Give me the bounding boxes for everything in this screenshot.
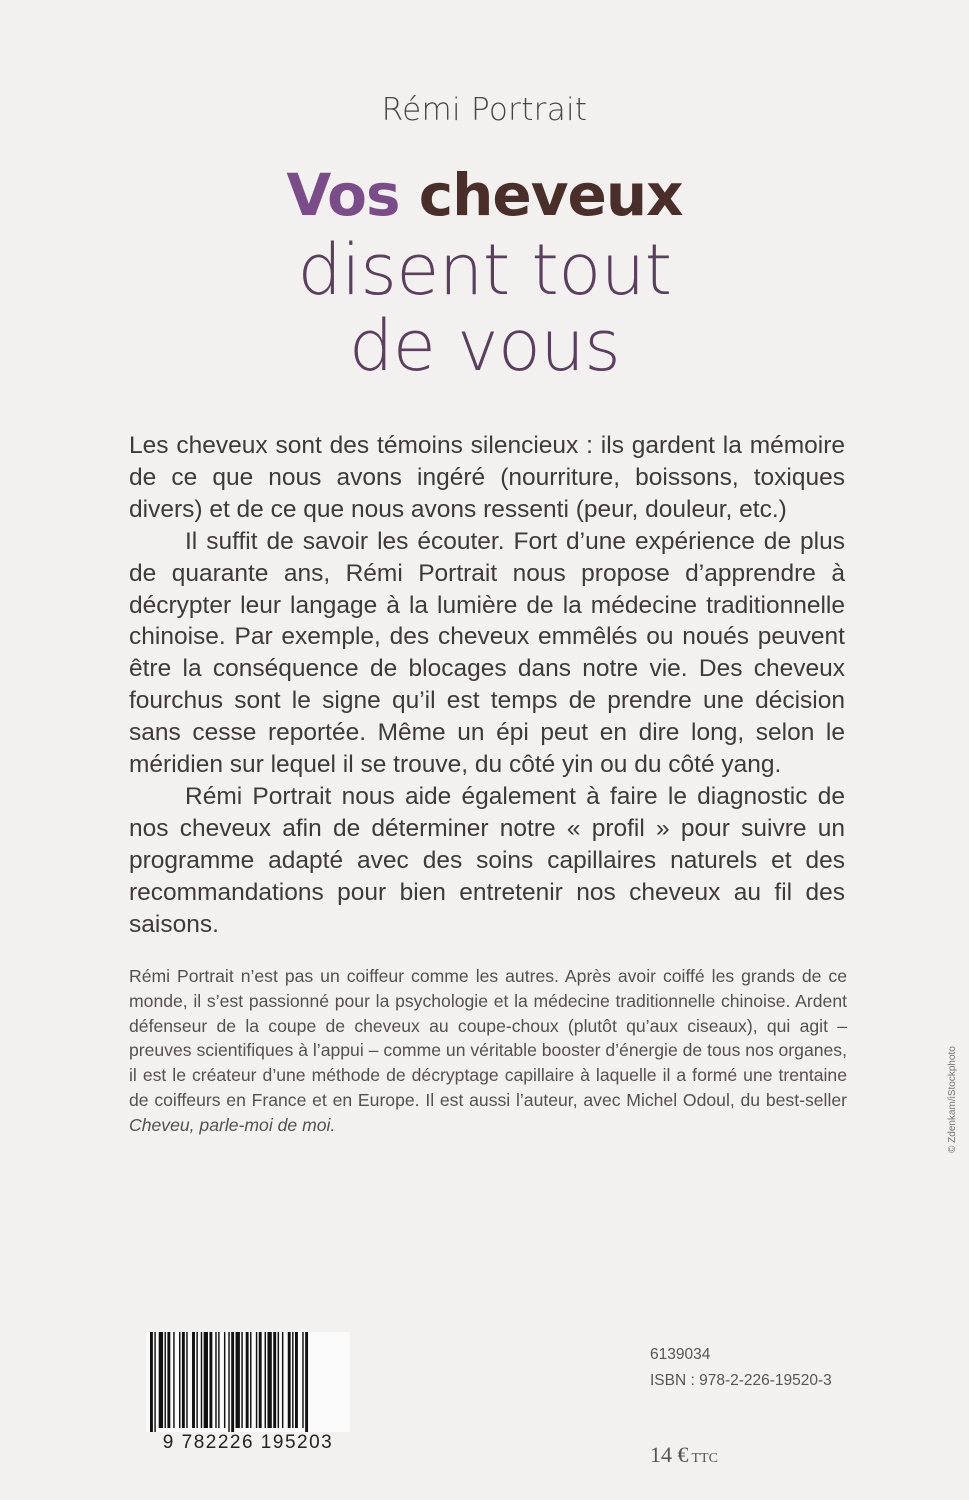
author-bio-text: Rémi Portrait n’est pas un coiffeur comme les autres. Après avoir coiffé les grands de ce monde, il s’est passionné pour la psychologie et la médecine traditionnelle chinoise. Ardent défenseur de la coupe de cheveux au coupe-choux (plutôt qu’aux ciseaux), qui agit – preuves scientifiques à l’appui – comme un véritable booster d’énergie de tous nos organes, il est le créateur d’une méthode de décryptage capillaire à laquelle il a formé une trentaine de coiffeurs en France et en Europe. Il est aussi l’auteur, avec Michel Odoul, du best-seller [129,966,847,1110]
barcode-bar [209,1332,212,1428]
barcode-bar [265,1332,266,1428]
title-line-2: disent tout [297,229,672,311]
title-word-cheveux: cheveux [418,161,683,229]
barcode-bar [154,1332,155,1432]
barcode-bar [196,1332,197,1428]
barcode-bar [278,1332,279,1428]
barcode-bar [165,1332,166,1428]
barcode-bar [236,1332,240,1428]
barcode [146,1332,350,1432]
author-bio [129,964,847,1138]
blurb [129,430,845,941]
barcode-bar [201,1332,202,1428]
barcode-bar [259,1332,262,1428]
title-line-1 [0,158,969,232]
publisher-info [650,1342,832,1394]
barcode-bar [231,1332,234,1432]
barcode-bars [146,1332,350,1432]
barcode-bar [292,1332,293,1428]
barcode-bar [150,1332,153,1432]
barcode-bar [186,1332,187,1428]
bestseller-title: Cheveu, parle-moi de moi. [129,1114,336,1135]
title-word-vos: Vos [286,161,400,229]
price-suffix: TTC [691,1451,718,1466]
barcode-bar [167,1332,170,1428]
barcode-bar [218,1332,219,1428]
barcode-bar [182,1332,185,1428]
blurb-paragraph-1: Les cheveux sont des témoins silencieux : ils gardent la mémoire de ce que nous avons ingéré (nourriture, boissons, toxiques divers) et de ce que nous avons ressenti (peur, douleur, etc.) [129,432,845,523]
barcode-bar [215,1332,216,1428]
barcode-bar [241,1332,242,1428]
barcode-bar [273,1332,276,1428]
product-code: 6139034 [650,1346,711,1363]
isbn: ISBN : 978-2-226-19520-3 [650,1372,832,1389]
barcode-bar [159,1332,163,1428]
barcode-bar [282,1332,283,1428]
barcode-bar [267,1332,271,1428]
blurb-paragraph-2: Il suffit de savoir les écouter. Fort d’une expérience de plus de quarante ans, Rémi Portrait nous propose d’apprendre à décrypter leur langage à la lumière de la médecine traditionnelle chinoise. Par exemple, des cheveux emmêlés ou noués peuvent être la conséquence de blocages dans notre vie. Des cheveux fourchus sont le signe qu’il est temps de prendre une décision sans cesse reportée. Même un épi peut en dire long, selon le méridien sur lequel il se trouve, du côté yin ou du côté yang. [129,527,845,779]
barcode-bar [302,1332,303,1428]
barcode-bar [288,1332,291,1428]
barcode-bar [250,1332,251,1428]
title-line-3: de vous [348,305,621,387]
photo-credit: © Zdenkam/iStockphoto [947,1046,958,1153]
barcode-bar [246,1332,249,1428]
price [650,1442,718,1468]
author-name: Rémi Portrait [381,92,588,128]
book-title [0,158,969,387]
barcode-bar [204,1332,208,1428]
price-value: 14 € [650,1442,689,1467]
barcode-bar [192,1332,195,1428]
barcode-bar [295,1332,298,1428]
barcode-digits: 9 782226 195203 [162,1432,334,1453]
barcode-bar [173,1332,174,1428]
barcode-bar [256,1332,257,1428]
barcode-bar [179,1332,180,1428]
barcode-bar [305,1332,308,1432]
blurb-paragraph-3: Rémi Portrait nous aide également à faire le diagnostic de nos cheveux afin de déterminer notre « profil » pour suivre un programme adapté avec des soins capillaires naturels et des recommandations pour bien entretenir nos cheveux au fil des saisons. [129,782,845,938]
barcode-bar [224,1332,225,1428]
barcode-bar [228,1332,229,1432]
